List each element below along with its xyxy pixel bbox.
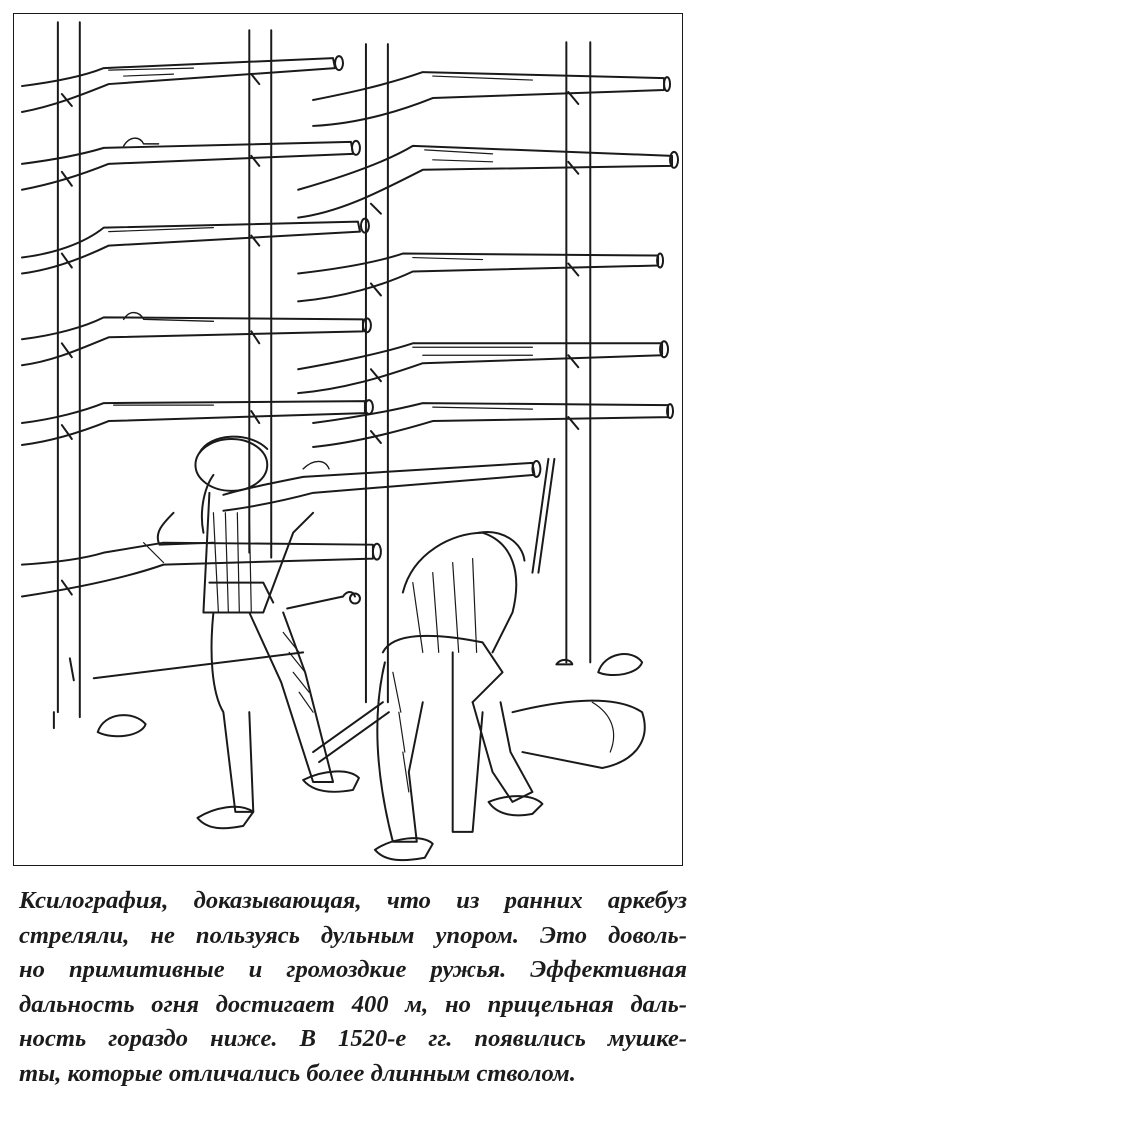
caption-line: Ксилография, доказывающая, что из ранних аркебуз xyxy=(19,887,687,914)
woodcut-illustration xyxy=(13,13,683,866)
caption-line: но примитивные и громоздкие ружья. Эффективная xyxy=(19,956,687,984)
figure-caption xyxy=(19,884,687,1092)
ground-details xyxy=(54,652,642,762)
caption-line: стреляли, не пользуясь дульным упором. Это доволь- xyxy=(19,921,687,949)
standing-arquebusier xyxy=(158,437,360,829)
caption-line: ность гораздо ниже. В 1520-е гг. появились мушке- xyxy=(19,1025,687,1053)
rack-posts xyxy=(58,22,590,717)
right-gun-column xyxy=(298,72,678,447)
woodcut-drawing xyxy=(14,14,682,865)
caption-line: дальность огня достигает 400 м, но прицельная даль- xyxy=(19,990,687,1018)
crouching-arquebusier xyxy=(375,532,645,860)
caption-line: ты, которые отличались более длинным стволом. xyxy=(19,1059,576,1087)
